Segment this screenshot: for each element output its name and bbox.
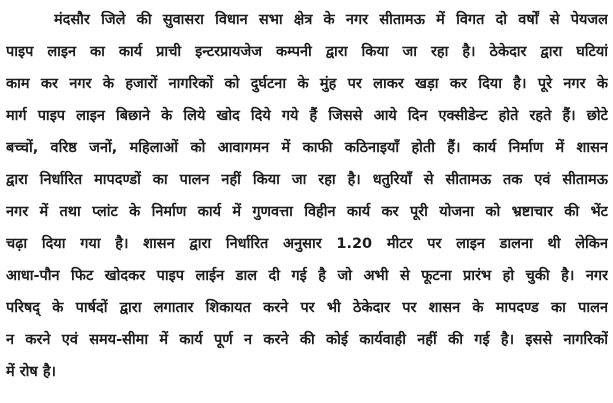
paragraph-line-5: बच्चों, वरिष्ठ जनों, महिलाओं को आवागमन में काफी कठिनाइयाँ होती हैं। कार्य निर्माण में शासन [6,140,608,156]
paragraph-line-4: मार्ग पाइप लाइन बिछाने के लिये खोद दिये गये हैं जिससे आये दिन एक्सीडेन्ट होते रहते हैं। छोटे [6,108,608,124]
paragraph-line-3: काम कर नगर के हजारों नागरिकों को दुर्घटना के मुंह पर लाकर खड़ा कर दिया है। पूरे नगर के [6,76,608,92]
paragraph-line-2: पाइप लाइन का कार्य प्राची इन्टरप्रायजेज कम्पनी द्वारा किया जा रहा है। ठेकेदार द्वारा घटियां [6,44,608,60]
paragraph-line-10: परिषद् के पार्षदों द्वारा लगातार शिकायत करने पर भी ठेकेदार पर शासन के मापदण्ड का पालन [6,300,608,316]
paragraph-line-9: आधा-पौन फिट खोदकर पाइप लाईन डाल दी गई है जो अभी से फूटना प्रारंभ हो चुकी है। नगर [6,268,608,284]
paragraph-line-1: मंदसौर जिले की सुवासरा विधान सभा क्षेत्र के नगर सीतामऊ में विगत दो वर्षों से पेयजल [54,12,608,28]
paragraph-line-12: में रोष है। [6,364,57,380]
document-paragraph [6,4,608,399]
paragraph-line-6: द्वारा निर्धारित मापदण्डों का पालन नहीं किया जा रहा है। धतुरियॉं से सीतामऊ तक एवं सीतामऊ [6,172,608,188]
paragraph-line-8: चढ़ा दिया गया है। शासन द्वारा निर्धारित अनुसार 1.20 मीटर पर लाइन डालना थी लेकिन [6,236,608,252]
paragraph-line-11: न करने एवं समय-सीमा में कार्य पूर्ण न करने की कोई कार्यवाही नहीं की गई है। इससे नागरिकों [6,332,608,348]
paragraph-line-7: नगर में तथा प्लांट के निर्माण कार्य में गुणवत्ता विहीन कार्य कर पूरी योजना को भ्रष्टाचार की भेंट [6,204,608,220]
